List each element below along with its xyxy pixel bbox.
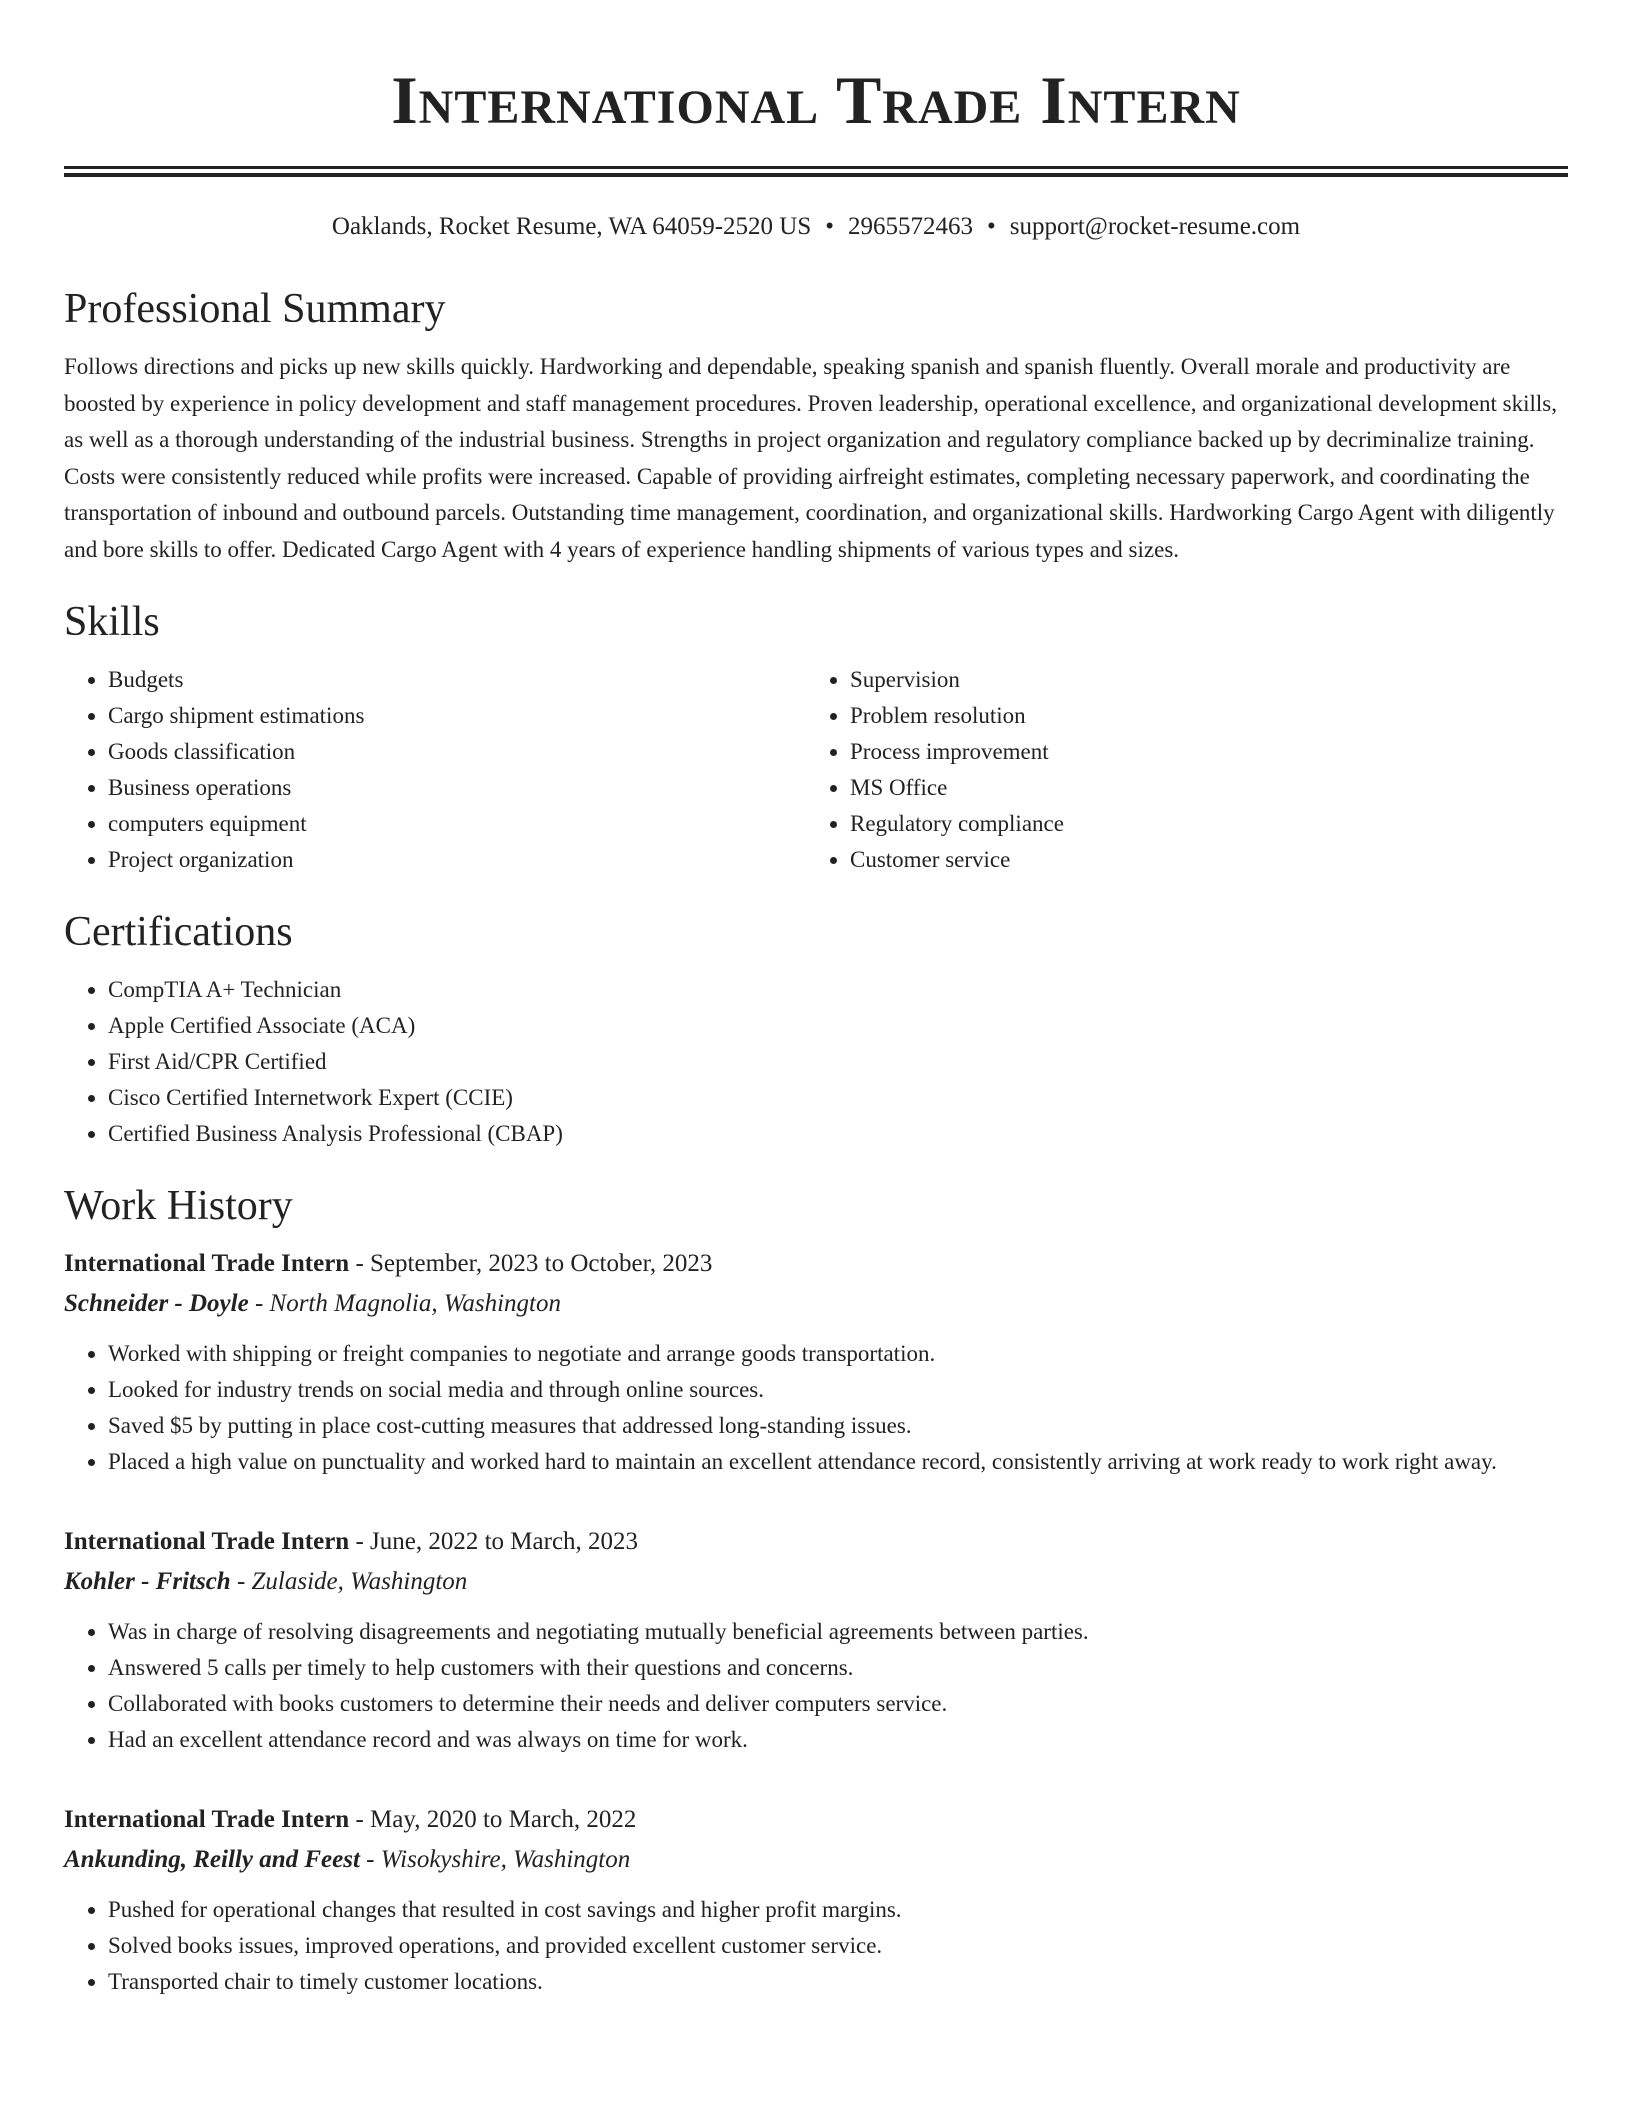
job-entry <box>64 1800 1568 2000</box>
skill-item: • Customer service <box>850 842 1548 878</box>
skill-item: • computers equipment <box>108 806 806 842</box>
job-title: International Trade Intern <box>64 1806 350 1833</box>
job-entry <box>64 1522 1568 1758</box>
skill-item: • Supervision <box>850 662 1548 698</box>
company-name: Kohler - Fritsch <box>64 1568 231 1595</box>
job-bullets <box>64 1336 1568 1480</box>
skills-heading: Skills <box>64 599 160 645</box>
job-bullet: • Transported chair to timely customer locations. <box>108 1964 1568 2000</box>
skill-item: • Process improvement <box>850 734 1548 770</box>
contact-address: Oaklands, Rocket Resume, WA 64059-2520 US <box>331 213 812 240</box>
job-bullet: • Worked with shipping or freight companies to negotiate and arrange goods transportation. <box>108 1336 1568 1372</box>
work-history-heading: Work History <box>64 1183 293 1229</box>
job-bullet: • Saved $5 by putting in place cost-cutting measures that addressed long-standing issues. <box>108 1408 1568 1444</box>
contact-separator: • <box>825 213 835 240</box>
job-dates: - September, 2023 to October, 2023 <box>349 1250 713 1277</box>
company-name: Schneider - Doyle <box>64 1290 249 1317</box>
skill-item: • Project organization <box>108 842 806 878</box>
summary-text: Follows directions and picks up new skills quickly. Hardworking and dependable, speaking spanish and spanish fluently. Overall morale and productivity are boosted by experience in policy development and staff management procedures. Proven leadership, operational excellence, and organizational development skills, as well as a thorough understanding of the industrial business. Strengths in project organization and regulatory compliance backed up by decriminalize training. Costs were consistently reduced while profits were increased. Capable of providing airfreight estimates, completing necessary paperwork, and coordinating the transportation of inbound and outbound parcels. Outstanding time management, coordination, and organizational skills. Hardworking Cargo Agent with diligently and bore skills to offer. Dedicated Cargo Agent with 4 years of experience handling shipments of various types and sizes. <box>64 354 1558 562</box>
job-bullet: • Placed a high value on punctuality and worked hard to maintain an excellent attendance record, consistently arriving at work ready to work right away. <box>108 1444 1568 1480</box>
certifications-list <box>64 972 1568 1152</box>
certification-item: • Certified Business Analysis Professional (CBAP) <box>108 1116 1568 1152</box>
skills-column-right <box>806 662 1548 878</box>
skill-item: • MS Office <box>850 770 1548 806</box>
job-title: International Trade Intern <box>64 1528 350 1555</box>
job-title-line <box>64 1800 1568 1840</box>
job-bullets <box>64 1892 1568 2000</box>
job-title-line <box>64 1244 1568 1284</box>
job-bullet: • Was in charge of resolving disagreements and negotiating mutually beneficial agreements between parties. <box>108 1614 1568 1650</box>
certification-item: • Apple Certified Associate (ACA) <box>108 1008 1568 1044</box>
skill-item: • Budgets <box>108 662 806 698</box>
title-divider <box>64 166 1568 177</box>
job-dates: - June, 2022 to March, 2023 <box>349 1528 639 1555</box>
company-location: - Zulaside, Washington <box>230 1568 468 1595</box>
skills-column-left <box>64 662 806 878</box>
skills-columns <box>64 662 1568 878</box>
contact-line <box>64 211 1568 243</box>
certification-item: • First Aid/CPR Certified <box>108 1044 1568 1080</box>
job-bullet: • Looked for industry trends on social media and through online sources. <box>108 1372 1568 1408</box>
certifications-heading: Certifications <box>64 909 293 955</box>
company-line <box>64 1562 1568 1602</box>
certification-item: • CompTIA A+ Technician <box>108 972 1568 1008</box>
skill-item: • Business operations <box>108 770 806 806</box>
job-entry <box>64 1244 1568 1480</box>
skill-item: • Regulatory compliance <box>850 806 1548 842</box>
resume-title: International Trade Intern <box>391 62 1241 138</box>
skills-list-right <box>806 662 1548 878</box>
skill-item: • Problem resolution <box>850 698 1548 734</box>
job-title: International Trade Intern <box>64 1250 350 1277</box>
job-bullets <box>64 1614 1568 1758</box>
contact-separator: • <box>987 213 996 240</box>
contact-email: support@rocket-resume.com <box>1009 213 1301 240</box>
job-bullet: • Solved books issues, improved operations, and provided excellent customer service. <box>108 1928 1568 1964</box>
company-line <box>64 1840 1568 1880</box>
job-bullet: • Answered 5 calls per timely to help customers with their questions and concerns. <box>108 1650 1568 1686</box>
summary-heading: Professional Summary <box>64 286 446 332</box>
skill-item: • Cargo shipment estimations <box>108 698 806 734</box>
job-bullet: • Collaborated with books customers to determine their needs and deliver computers service. <box>108 1686 1568 1722</box>
job-dates: - May, 2020 to March, 2022 <box>349 1806 637 1833</box>
company-location: - North Magnolia, Washington <box>248 1290 561 1317</box>
company-line <box>64 1284 1568 1324</box>
company-name: Ankunding, Reilly and Feest <box>64 1846 360 1873</box>
certification-item: • Cisco Certified Internetwork Expert (CCIE) <box>108 1080 1568 1116</box>
job-bullet: • Pushed for operational changes that resulted in cost savings and higher profit margins. <box>108 1892 1568 1928</box>
company-location: - Wisokyshire, Washington <box>359 1846 631 1873</box>
skills-list-left <box>64 662 806 878</box>
skill-item: • Goods classification <box>108 734 806 770</box>
resume-page <box>64 0 1568 2000</box>
job-bullet: • Had an excellent attendance record and was always on time for work. <box>108 1722 1568 1758</box>
job-title-line <box>64 1522 1568 1562</box>
contact-phone: 2965572463 <box>848 213 974 240</box>
